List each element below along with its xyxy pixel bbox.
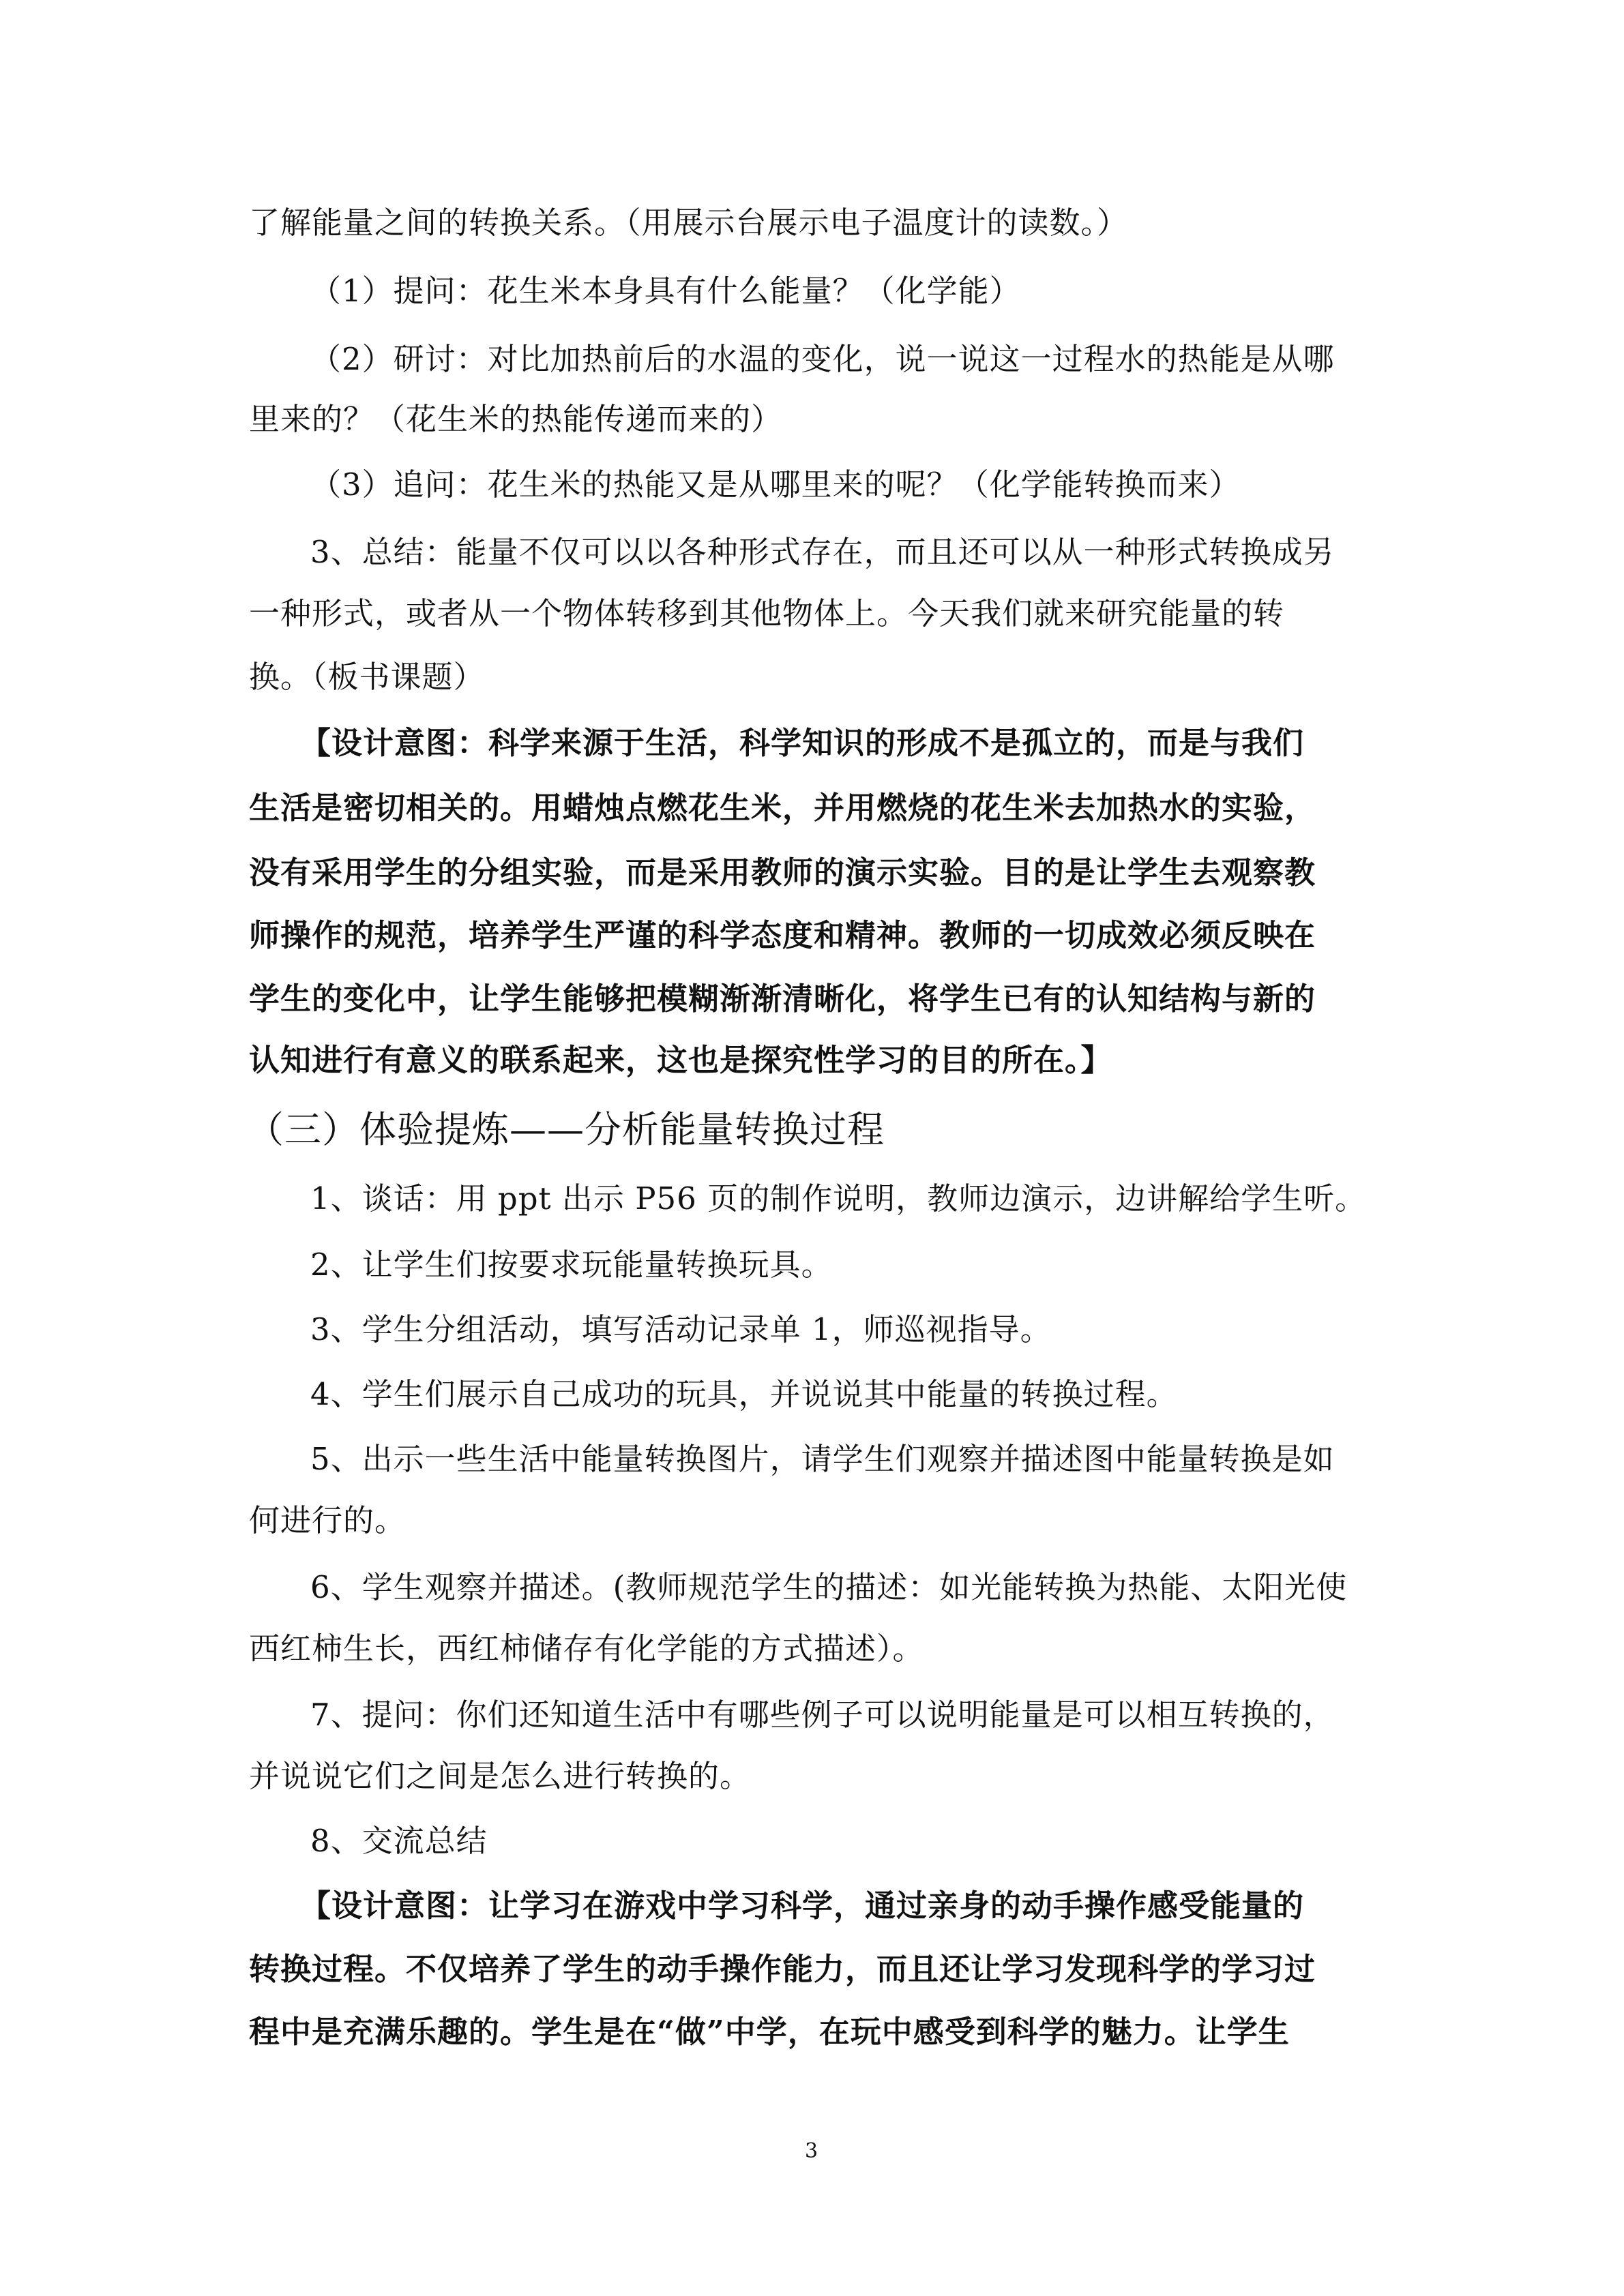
step-line: 5、出示一些生活中能量转换图片，请学生们观察并描述图中能量转换是如 [310, 1441, 1335, 1477]
step-line: 2、让学生们按要求玩能量转换玩具。 [310, 1247, 833, 1283]
step-line: 7、提问：你们还知道生活中有哪些例子可以说明能量是可以相互转换的， [310, 1697, 1335, 1733]
step-line: 1、谈话：用 ppt 出示 P56 页的制作说明，教师边演示，边讲解给学生听。 [310, 1180, 1367, 1217]
design-intent-line: 学生的变化中，让学生能够把模糊渐渐清晰化，将学生已有的认知结构与新的 [249, 981, 1316, 1017]
design-intent-line: 转换过程。不仅培养了学生的动手操作能力，而且还让学习发现科学的学习过 [249, 1951, 1316, 1987]
design-intent-line: 认知进行有意义的联系起来，这也是探究性学习的目的所在。】 [249, 1042, 1112, 1078]
step-line: 西红柿生长，西红柿储存有化学能的方式描述）。 [249, 1630, 924, 1667]
body-line: 3、总结：能量不仅可以以各种形式存在，而且还可以从一种形式转换成另 [310, 534, 1335, 570]
body-line: 里来的？（花生米的热能传递而来的） [249, 401, 783, 437]
step-line: 8、交流总结 [310, 1823, 488, 1859]
design-intent-line: 没有采用学生的分组实验，而是采用教师的演示实验。目的是让学生去观察教 [249, 854, 1316, 891]
body-line: （3）追问：花生米的热能又是从哪里来的呢？（化学能转换而来） [310, 466, 1241, 503]
step-line: 4、学生们展示自己成功的玩具，并说说其中能量的转换过程。 [310, 1376, 1178, 1412]
body-line: 换。（板书课题） [249, 659, 485, 695]
design-intent-line: 【设计意图：让学习在游戏中学习科学，通过亲身的动手操作感受能量的 [300, 1888, 1305, 1924]
step-line: 何进行的。 [249, 1502, 407, 1538]
body-line: （1）提问：花生米本身具有什么能量？（化学能） [310, 273, 1021, 309]
design-intent-line: 生活是密切相关的。用蜡烛点燃花生米，并用燃烧的花生米去加热水的实验， [249, 790, 1316, 826]
step-line: 3、学生分组活动，填写活动记录单 1，师巡视指导。 [310, 1311, 1052, 1347]
design-intent-line: 【设计意图：科学来源于生活，科学知识的形成不是孤立的，而是与我们 [300, 725, 1305, 761]
section-heading: （三）体验提炼——分析能量转换过程 [247, 1108, 885, 1151]
page-number: 3 [805, 2139, 818, 2163]
step-line: 6、学生观察并描述。(教师规范学生的描述：如光能转换为热能、太阳光使 [310, 1569, 1348, 1605]
body-line: （2）研讨：对比加热前后的水温的变化，说一说这一过程水的热能是从哪 [310, 341, 1335, 377]
step-line: 并说说它们之间是怎么进行转换的。 [249, 1758, 752, 1794]
body-line: 了解能量之间的转换关系。（用展示台展示电子温度计的读数。） [249, 205, 1129, 241]
body-line: 一种形式，或者从一个物体转移到其他物体上。今天我们就来研究能量的转 [249, 595, 1285, 631]
design-intent-line: 程中是充满乐趣的。学生是在“做”中学，在玩中感受到科学的魅力。让学生 [249, 2014, 1290, 2050]
design-intent-line: 师操作的规范，培养学生严谨的科学态度和精神。教师的一切成效必须反映在 [249, 917, 1316, 953]
